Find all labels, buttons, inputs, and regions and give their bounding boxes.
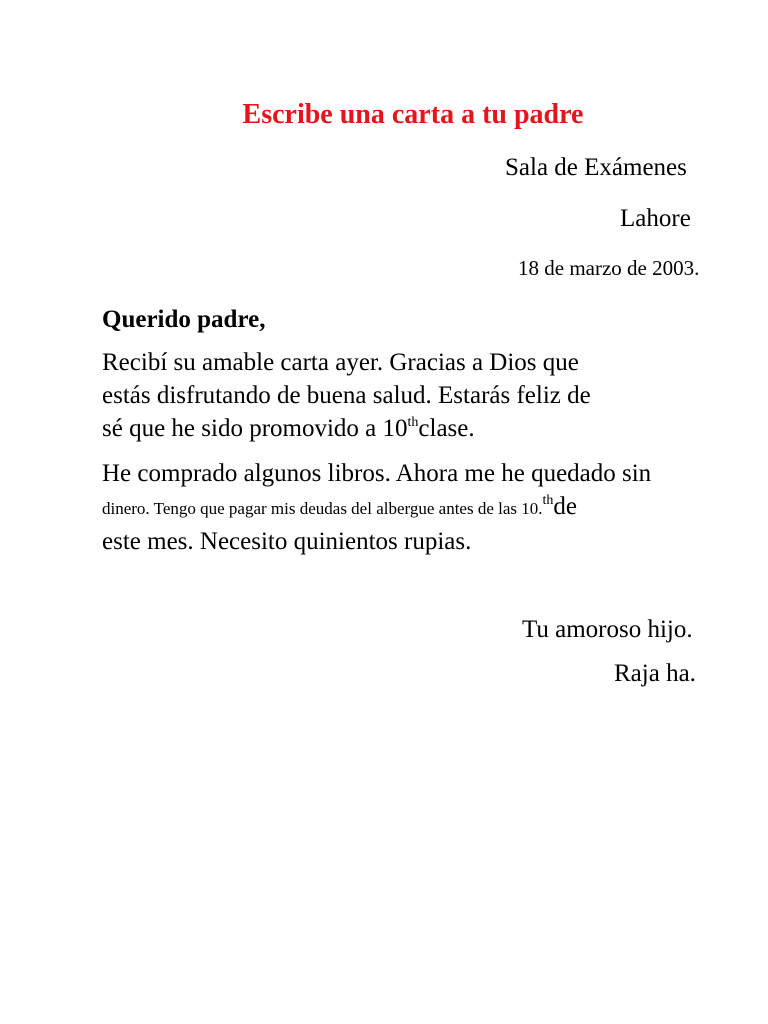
paragraph-1-line-1: Recibí su amable carta ayer. Gracias a Dios que xyxy=(102,349,579,376)
paragraph-1 xyxy=(102,346,591,445)
paragraph-2-line-2 xyxy=(102,490,651,525)
paragraph-2 xyxy=(102,457,651,558)
paragraph-2-line-2-text: dinero. Tengo que pagar mis deudas del albergue antes de las 10. xyxy=(102,499,543,518)
paragraph-1-line-3-text: sé que he sido promovido a 10 xyxy=(102,415,408,442)
signature: Raja ha. xyxy=(614,660,696,687)
letter-date: 18 de marzo de 2003. xyxy=(518,256,700,280)
page-title: Escribe una carta a tu padre xyxy=(242,99,584,130)
salutation: Querido padre, xyxy=(102,306,266,333)
closing: Tu amoroso hijo. xyxy=(522,616,693,643)
address-line-2: Lahore xyxy=(620,205,691,232)
address-line-1: Sala de Exámenes xyxy=(505,154,687,181)
paragraph-2-line-3: este mes. Necesito quinientos rupias. xyxy=(102,528,472,555)
paragraph-2-line-2-end: de xyxy=(553,493,578,520)
paragraph-1-line-3-end: clase. xyxy=(418,415,475,442)
ordinal-suffix: th xyxy=(542,493,554,508)
paragraph-2-line-1: He comprado algunos libros. Ahora me he quedado sin xyxy=(102,460,652,487)
paragraph-1-line-2: estás disfrutando de buena salud. Estarás feliz de xyxy=(102,382,591,409)
paragraph-1-line-3 xyxy=(102,412,591,445)
ordinal-suffix: th xyxy=(407,415,419,430)
